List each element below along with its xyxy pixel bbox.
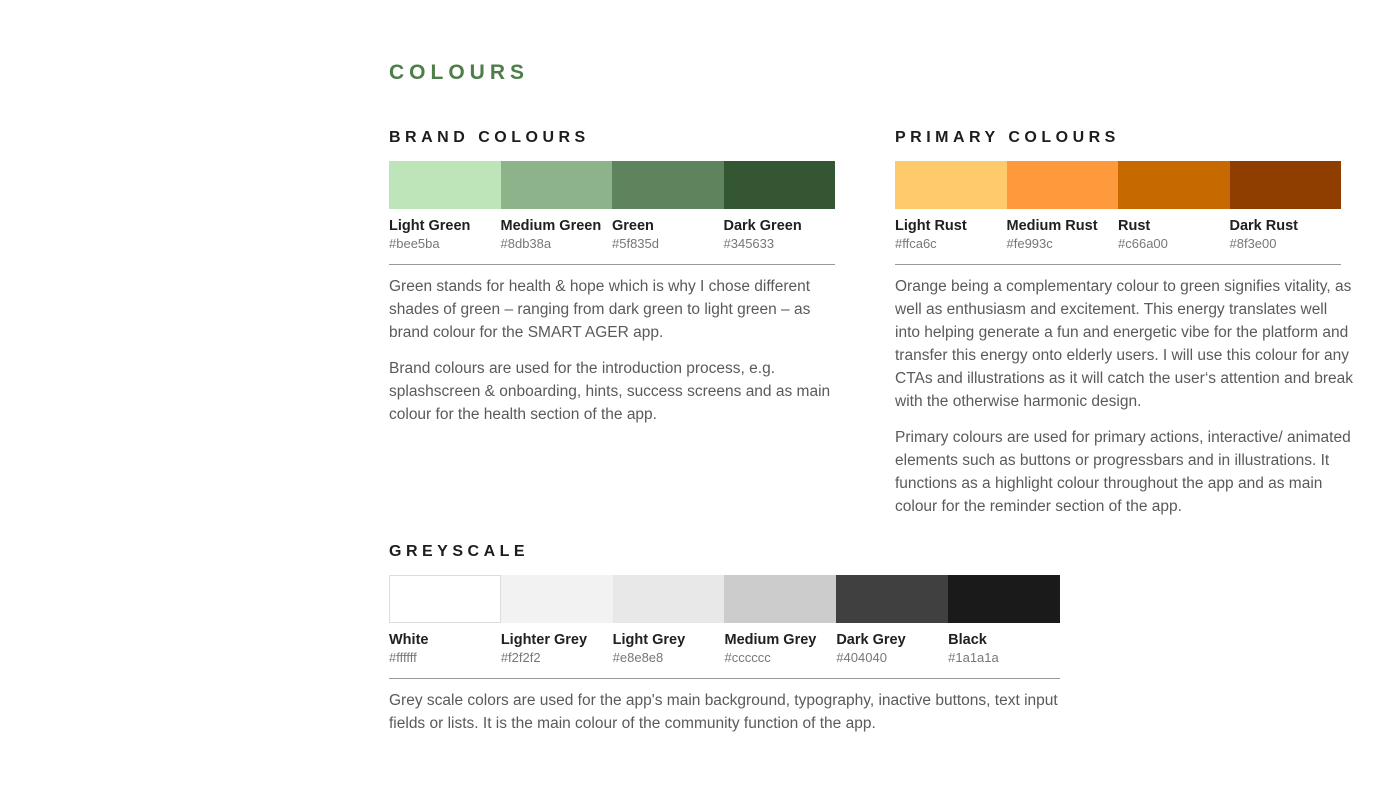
page-title: COLOURS bbox=[389, 61, 529, 84]
swatch-dark-grey bbox=[836, 575, 948, 666]
swatch-hex: #e8e8e8 bbox=[612, 650, 664, 665]
swatch-name: Medium Rust bbox=[1006, 218, 1098, 234]
swatch-medium-green bbox=[501, 161, 613, 252]
brand-paragraph: Green stands for health & hope which is why I chose different shades of green – ranging from dark green to light green – as brand colour for the SMART AGER app. bbox=[389, 278, 811, 341]
color-chip bbox=[1230, 161, 1342, 209]
swatch-name: Medium Grey bbox=[724, 632, 817, 648]
primary-divider bbox=[895, 264, 1341, 265]
swatch-hex: #345633 bbox=[723, 236, 775, 251]
swatch-light-rust bbox=[895, 161, 1007, 252]
greyscale-swatch-bar bbox=[389, 575, 1060, 666]
swatch-name: Green bbox=[612, 218, 654, 234]
color-chip bbox=[613, 575, 725, 623]
color-chip bbox=[836, 575, 948, 623]
swatch-hex: #404040 bbox=[836, 650, 887, 665]
greyscale-divider bbox=[389, 678, 1060, 679]
swatch-hex: #fe993c bbox=[1006, 236, 1053, 251]
primary-colours-heading: PRIMARY COLOURS bbox=[895, 129, 1120, 146]
swatch-light-grey bbox=[613, 575, 725, 666]
swatch-hex: #1a1a1a bbox=[948, 650, 999, 665]
swatch-medium-grey bbox=[724, 575, 836, 666]
swatch-dark-green bbox=[724, 161, 836, 252]
swatch-lighter-grey bbox=[501, 575, 613, 666]
primary-paragraph: Orange being a complementary colour to green signifies vitality, as well as enthusiasm and excitement. This energy translates well into helping generate a fun and energetic vibe for the platform and transfer this energy onto elderly users. I will use this colour for any CTAs and illustrations as it will catch the user‘s attention and break with the otherwise harmonic design. bbox=[895, 278, 1354, 410]
brand-swatch-bar bbox=[389, 161, 835, 252]
greyscale-heading: GREYSCALE bbox=[389, 543, 530, 560]
swatch-name: Lighter Grey bbox=[500, 632, 588, 648]
swatch-hex: #bee5ba bbox=[389, 236, 440, 251]
primary-swatch-bar bbox=[895, 161, 1341, 252]
swatch-name: Light Rust bbox=[895, 218, 967, 234]
primary-paragraph: Primary colours are used for primary actions, interactive/ animated elements such as buttons or progressbars and in illustrations. It functions as a highlight colour throughout the app and as main colour for the reminder section of the app. bbox=[895, 429, 1351, 515]
swatch-rust bbox=[1118, 161, 1230, 252]
swatch-hex: #ffca6c bbox=[895, 236, 937, 251]
brand-paragraph: Brand colours are used for the introduction process, e.g. splashscreen & onboarding, hints, success screens and as main colour for the health section of the app. bbox=[389, 360, 831, 423]
color-chip bbox=[389, 575, 501, 623]
swatch-white bbox=[389, 575, 501, 666]
brand-divider bbox=[389, 264, 835, 265]
swatch-light-green bbox=[389, 161, 501, 252]
section-brand-colours bbox=[389, 128, 835, 426]
color-chip bbox=[895, 161, 1007, 209]
greyscale-paragraph: Grey scale colors are used for the app's main background, typography, inactive buttons, text input fields or lists. It is the main colour of the community function of the app. bbox=[389, 692, 1058, 732]
swatch-black bbox=[948, 575, 1060, 666]
section-greyscale bbox=[389, 542, 1060, 735]
swatch-name: Dark Rust bbox=[1229, 218, 1298, 234]
swatch-hex: #f2f2f2 bbox=[500, 650, 541, 665]
swatch-name: Light Grey bbox=[612, 632, 686, 648]
swatch-hex: #8f3e00 bbox=[1229, 236, 1277, 251]
swatch-hex: #8db38a bbox=[500, 236, 552, 251]
swatch-hex: #5f835d bbox=[612, 236, 659, 251]
swatch-hex: #c66a00 bbox=[1118, 236, 1168, 251]
color-chip bbox=[501, 575, 613, 623]
swatch-hex: #cccccc bbox=[724, 650, 771, 665]
color-chip bbox=[501, 161, 613, 209]
swatch-name: Dark Green bbox=[723, 218, 802, 234]
swatch-green bbox=[612, 161, 724, 252]
color-chip bbox=[724, 161, 836, 209]
swatch-name: Light Green bbox=[389, 218, 471, 234]
color-chip bbox=[1007, 161, 1119, 209]
color-chip bbox=[948, 575, 1060, 623]
swatch-hex: #ffffff bbox=[389, 650, 417, 665]
color-chip bbox=[389, 161, 501, 209]
section-primary-colours bbox=[895, 128, 1354, 518]
swatch-name: Black bbox=[948, 632, 987, 648]
swatch-medium-rust bbox=[1007, 161, 1119, 252]
swatch-name: Rust bbox=[1118, 218, 1151, 234]
swatch-name: Medium Green bbox=[500, 218, 602, 234]
swatch-name: Dark Grey bbox=[836, 632, 906, 648]
color-chip bbox=[724, 575, 836, 623]
color-chip bbox=[1118, 161, 1230, 209]
swatch-dark-rust bbox=[1230, 161, 1342, 252]
swatch-name: White bbox=[389, 632, 429, 648]
brand-colours-heading: BRAND COLOURS bbox=[389, 129, 590, 146]
color-chip bbox=[612, 161, 724, 209]
